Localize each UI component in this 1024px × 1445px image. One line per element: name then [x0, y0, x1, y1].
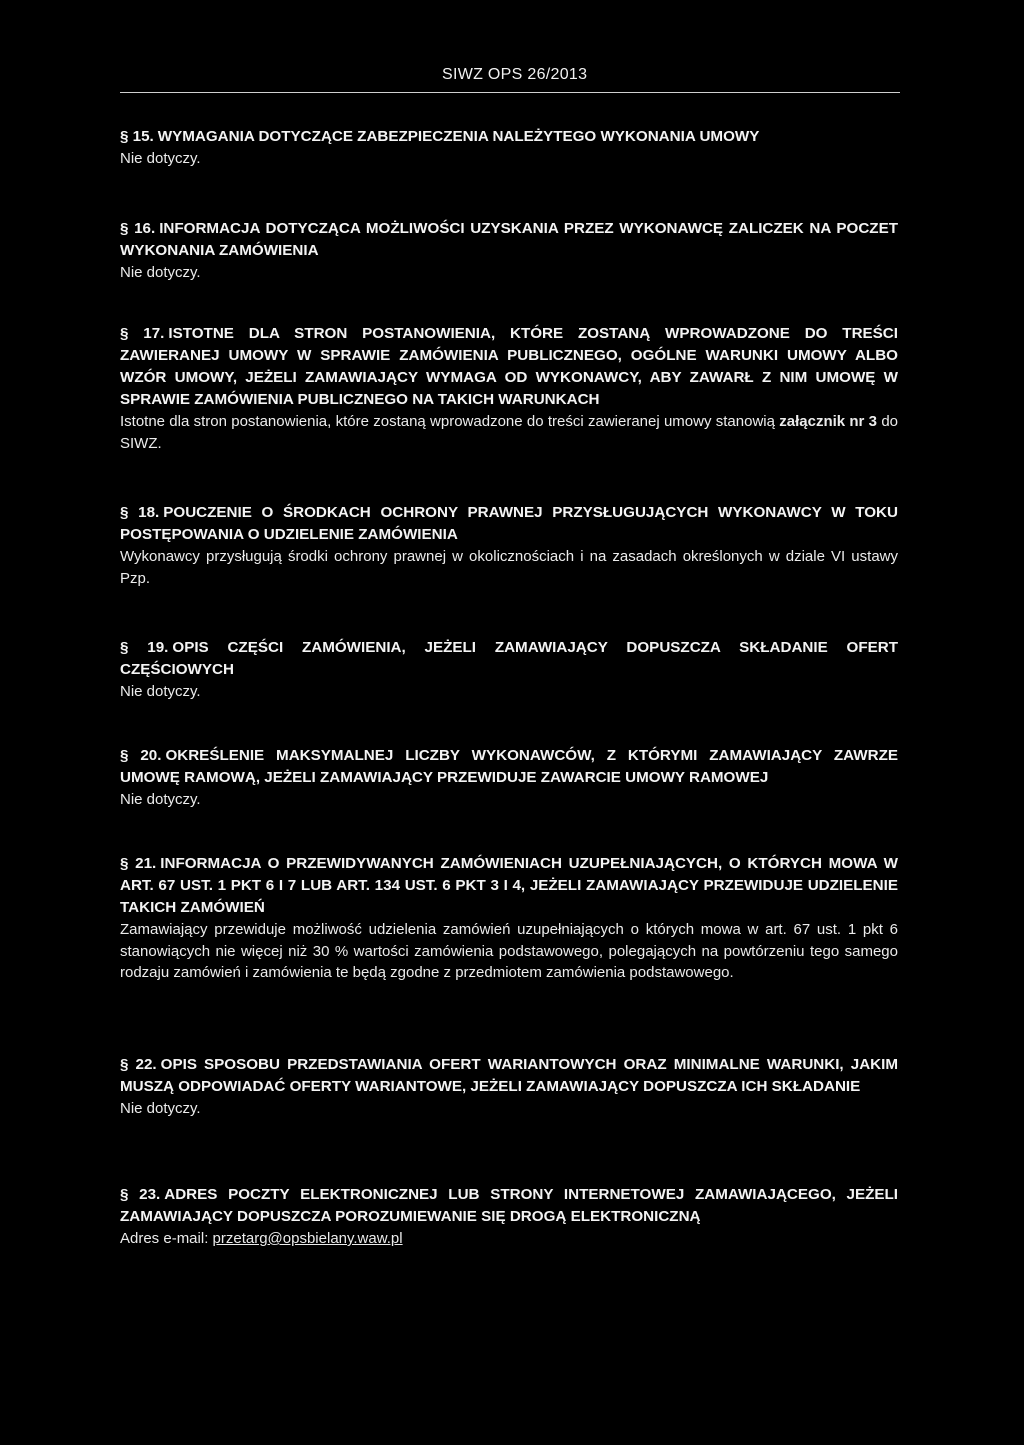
section-body: Nie dotyczy. — [120, 791, 201, 808]
section-heading: § 23. ADRES POCZTY ELEKTRONICZNEJ LUB STRONY INTERNETOWEJ ZAMAWIAJĄCEGO, JEŻELI ZAMAWIAJĄCY DOPUSZCZA POROZUMIEWANIE SIĘ DROGĄ ELEKTRONICZNĄ — [120, 1186, 899, 1225]
section-body: Nie dotyczy. — [120, 1100, 201, 1117]
section-17 — [120, 323, 898, 454]
section-heading: § 16. INFORMACJA DOTYCZĄCA MOŻLIWOŚCI UZYSKANIA PRZEZ WYKONAWCĘ ZALICZEK NA POCZET WYKONANIA ZAMÓWIENIA — [120, 220, 898, 259]
section-15 — [120, 126, 898, 170]
section-16 — [120, 218, 898, 284]
section-body: Nie dotyczy. — [120, 150, 201, 167]
section-body: Nie dotyczy. — [120, 264, 201, 281]
header-divider — [120, 92, 900, 93]
section-heading: § 19. OPIS CZĘŚCI ZAMÓWIENIA, JEŻELI ZAMAWIAJĄCY DOPUSZCZA SKŁADANIE OFERT CZĘŚCIOWYCH — [120, 639, 899, 678]
section-heading: § 18. POUCZENIE O ŚRODKACH OCHRONY PRAWNEJ PRZYSŁUGUJĄCYCH WYKONAWCY W TOKU POSTĘPOWANIA O UDZIELENIE ZAMÓWIENIA — [120, 504, 898, 543]
section-body: Wykonawcy przysługują środki ochrony prawnej w okolicznościach i na zasadach określonych w dziale VI ustawy Pzp. — [120, 548, 898, 587]
email-link[interactable]: przetarg@opsbielany.waw.pl — [212, 1230, 403, 1247]
section-heading: § 22. OPIS SPOSOBU PRZEDSTAWIANIA OFERT WARIANTOWYCH ORAZ MINIMALNE WARUNKI, JAKIM MUSZĄ ODPOWIADAĆ OFERTY WARIANTOWE, JEŻELI ZAMAWIAJĄCY DOPUSZCZA ICH SKŁADANIE — [120, 1056, 899, 1095]
page-header — [120, 62, 900, 96]
section-heading: § 15. WYMAGANIA DOTYCZĄCE ZABEZPIECZENIA NALEŻYTEGO WYKONANIA UMOWY — [120, 128, 760, 145]
section-body: Nie dotyczy. — [120, 683, 201, 700]
section-22 — [120, 1054, 898, 1120]
section-19 — [120, 637, 898, 703]
attachment-reference: załącznik nr 3 — [779, 413, 878, 430]
section-21 — [120, 853, 898, 984]
section-heading: § 17. ISTOTNE DLA STRON POSTANOWIENIA, KTÓRE ZOSTANĄ WPROWADZONE DO TREŚCI ZAWIERANEJ UMOWY W SPRAWIE ZAMÓWIENIA PUBLICZNEGO, OGÓLNE WARUNKI UMOWY ALBO WZÓR UMOWY, JEŻELI ZAMAWIAJĄCY WYMAGA OD WYKONAWCY, ABY ZAWARŁ Z NIM UMOWĘ W SPRAWIE ZAMÓWIENIA PUBLICZNEGO NA TAKICH WARUNKACH — [120, 325, 898, 408]
document-reference: SIWZ OPS 26/2013 — [442, 66, 588, 83]
section-body: Zamawiający przewiduje możliwość udzielenia zamówień uzupełniających o których mowa w art. 67 ust. 1 pkt 6 stanowiących nie więcej niż 30 % wartości zamówienia podstawowego, polegających na powtórzeniu tego samego rodzaju zamówień i zamówienia te będą zgodne z przedmiotem zamówienia podstawowego. — [120, 921, 898, 981]
section-heading: § 21. INFORMACJA O PRZEWIDYWANYCH ZAMÓWIENIACH UZUPEŁNIAJĄCYCH, O KTÓRYCH MOWA W ART. 67 UST. 1 PKT 6 I 7 LUB ART. 134 UST. 6 PKT 3 I 4, JEŻELI ZAMAWIAJĄCY PRZEWIDUJE UDZIELENIE TAKICH ZAMÓWIEŃ — [120, 855, 898, 916]
section-18 — [120, 502, 898, 589]
section-heading: § 20. OKREŚLENIE MAKSYMALNEJ LICZBY WYKONAWCÓW, Z KTÓRYMI ZAMAWIAJĄCY ZAWRZE UMOWĘ RAMOWĄ, JEŻELI ZAMAWIAJĄCY PRZEWIDUJE ZAWARCIE UMOWY RAMOWEJ — [120, 747, 898, 786]
section-body: Adres e-mail: przetarg@opsbielany.waw.pl — [120, 1230, 403, 1247]
section-body: Istotne dla stron postanowienia, które zostaną wprowadzone do treści zawieranej umowy stanowią załącznik nr 3 do SIWZ. — [120, 413, 898, 452]
section-20 — [120, 745, 898, 811]
section-23 — [120, 1184, 898, 1250]
